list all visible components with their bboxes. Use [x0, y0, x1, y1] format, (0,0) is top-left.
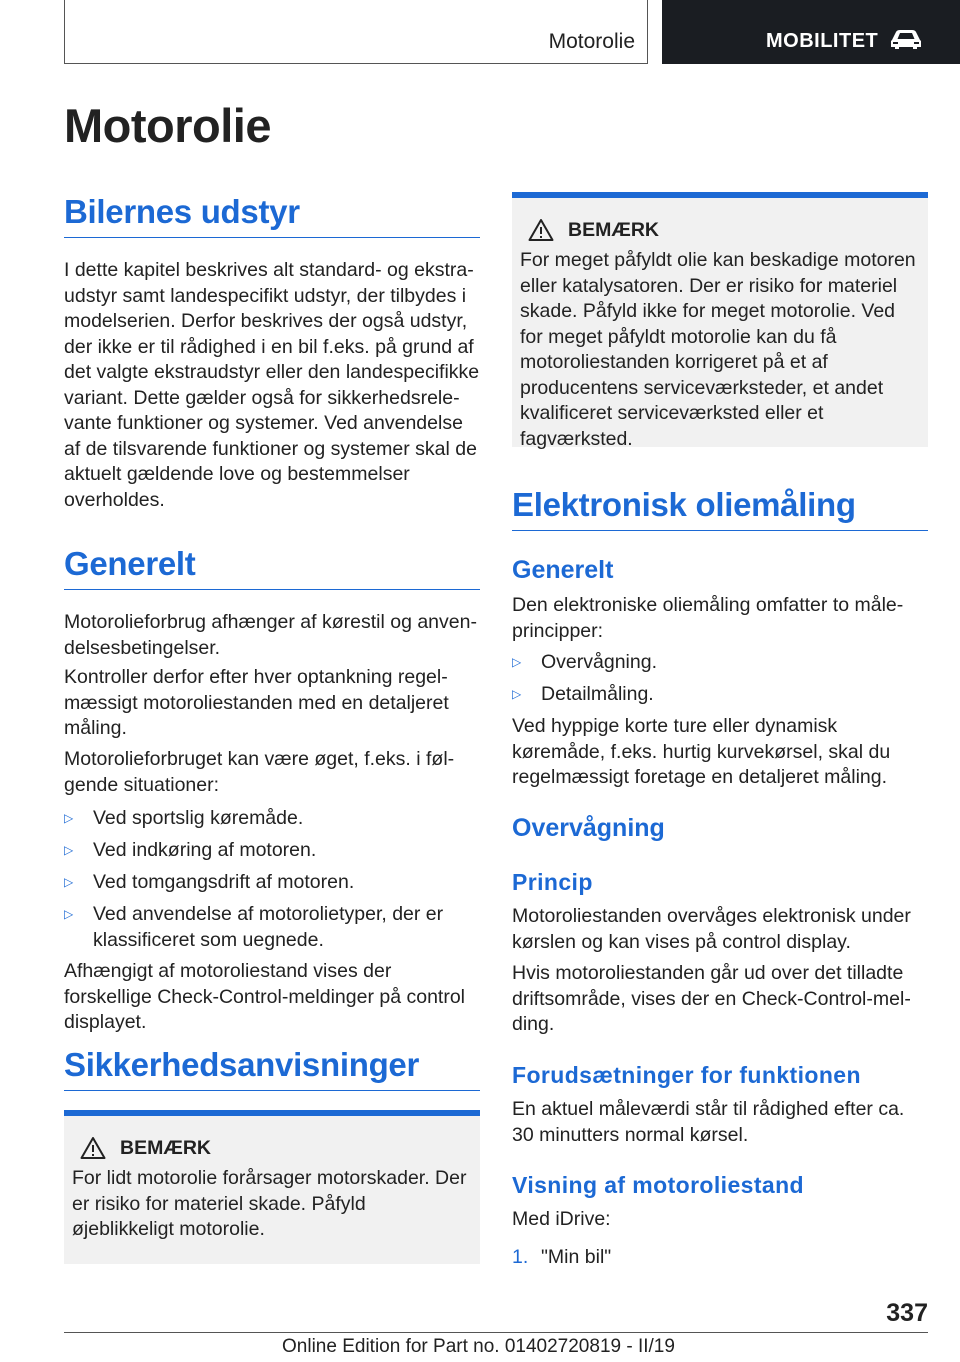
list-item	[64, 902, 480, 953]
triangle-bullet-icon: ▷	[512, 687, 522, 701]
heading-electronic-oil: Elektronisk oliemåling	[512, 486, 928, 531]
header-chapter-box	[662, 0, 960, 64]
paragraph-general-right-2: Ved hyppige korte ture eller dynamisk køremåde, f.eks. hurtig kurvekørsel, skal du regelmæssigt foretage en detaljeret måling.	[512, 715, 891, 788]
notice-box	[64, 1110, 480, 1264]
warning-icon	[80, 1136, 106, 1160]
page-title: Motorolie	[64, 99, 271, 152]
paragraph-general-3: Motorolieforbruget kan være øget, f.eks. i følgende situationer:	[64, 748, 455, 796]
notice-label: BEMÆRK	[120, 1136, 211, 1159]
step-text: "Min bil"	[541, 1246, 612, 1268]
heading-general-right: Generelt	[512, 556, 614, 584]
page-number: 337	[886, 1299, 928, 1327]
paragraph-general-1: Motorolieforbrug afhænger af kørestil og anvendelsesbetingelser.	[64, 611, 477, 659]
paragraph-general-4: Afhængigt af motoroliestand vises der forskellige Check-Control-meldinger på control displayet.	[64, 960, 466, 1033]
paragraph-oil-display: Med iDrive:	[512, 1208, 611, 1230]
paragraph-prerequisites: En aktuel måleværdi står til rådighed efter ca. 30 minutters normal kørsel.	[512, 1098, 905, 1146]
header-section-title: Motorolie	[548, 30, 635, 53]
notice-text: For lidt motorolie forårsager motorskader. Der er risiko for materiel skade. Påfyld øjeblikkeligt motorolie.	[72, 1167, 467, 1240]
header-chapter-label: MOBILITET	[766, 30, 879, 52]
list-item	[512, 650, 928, 676]
footer-divider	[864, 1332, 928, 1333]
heading-monitoring: Overvågning	[512, 814, 665, 842]
notice-box	[512, 192, 928, 450]
paragraph-principle-2: Hvis motoroliestanden går ud over det tilladte driftsområde, vises der en Check-Control-melding.	[512, 962, 911, 1035]
notice-label: BEMÆRK	[568, 218, 659, 241]
paragraph-equipment: I dette kapitel beskrives alt standard- og ekstraudstyr samt landespecifikt udstyr, der tilbydes i modelserien. Derfor beskrives der også udstyr, der ikke er til rådighed i en bil f.eks. på grund af det valgte ekstraudstyr eller den landespecifikke variant. Dette gælder også for sikkerhedsrelevante funktioner og systemer. Ved anvendelse af de tilsvarende funktioner og systemer skal de aktuelt gældende love og bestemmelser overholdes.	[64, 259, 480, 511]
notice-text: For meget påfyldt olie kan beskadige motoren eller katalysatoren. Der er risiko for materiel skade. Påfyld ikke for meget motorolie. Ved for meget påfyldt motorolie kan du få motoroliestanden korrigeret på et af producentens serviceværksteder, et andet kvalificeret serviceværksted eller et fagværksted.	[520, 249, 916, 450]
list-item	[512, 682, 928, 708]
list-item	[64, 838, 480, 864]
heading-principle: Princip	[512, 869, 593, 895]
list-item-text: Ved tomgangsdrift af motoren.	[93, 871, 355, 893]
numbered-step	[512, 1245, 928, 1271]
footer-edition: Online Edition for Part no. 01402720819 - II/19	[282, 1336, 675, 1357]
triangle-bullet-icon: ▷	[512, 655, 522, 669]
list-item-text: Ved anvendelse af motorolietyper, der er klassificeret som uegnede.	[93, 903, 444, 951]
heading-safety: Sikkerhedsanvisninger	[64, 1046, 480, 1091]
triangle-bullet-icon: ▷	[64, 907, 74, 921]
list-item	[64, 806, 480, 832]
list-item	[64, 870, 480, 896]
triangle-bullet-icon: ▷	[64, 875, 74, 889]
heading-general: Generelt	[64, 545, 480, 590]
notice-header	[520, 218, 920, 242]
footer-divider	[64, 1332, 864, 1333]
warning-icon	[528, 218, 554, 242]
paragraph-principle-1: Motoroliestanden overvåges elektronisk under kørslen og kan vises på control display.	[512, 905, 911, 953]
triangle-bullet-icon: ▷	[64, 811, 74, 825]
heading-equipment: Bilernes udstyr	[64, 193, 480, 238]
step-number: 1.	[512, 1246, 529, 1268]
list-item-text: Overvågning.	[541, 651, 657, 673]
paragraph-general-right: Den elektroniske oliemåling omfatter to måleprincipper:	[512, 594, 904, 642]
list-item-text: Detailmåling.	[541, 683, 654, 705]
heading-prerequisites: Forudsætninger for funktionen	[512, 1062, 861, 1088]
notice-header	[72, 1136, 472, 1160]
list-item-text: Ved sportslig køremåde.	[93, 807, 304, 829]
list-item-text: Ved indkøring af motoren.	[93, 839, 317, 861]
paragraph-general-2: Kontroller derfor efter hver optankning regelmæssigt motoroliestanden med en detaljeret måling.	[64, 666, 449, 739]
heading-oil-display: Visning af motoroliestand	[512, 1172, 804, 1198]
header-section-box	[64, 0, 648, 64]
triangle-bullet-icon: ▷	[64, 843, 74, 857]
car-icon	[888, 27, 924, 51]
